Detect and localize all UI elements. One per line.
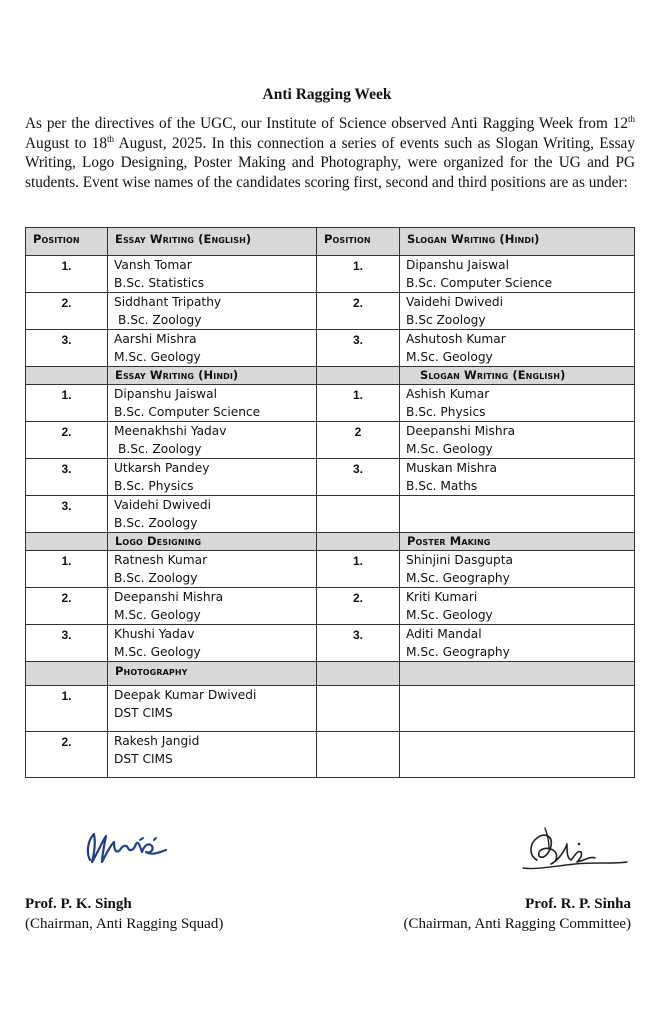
candidate-name: Ashish Kumar [406, 387, 490, 401]
position-number: 2. [61, 296, 72, 310]
table-row [26, 551, 635, 588]
position-number [317, 496, 399, 499]
position-number: 2. [61, 591, 72, 605]
candidate-course: M.Sc. Geology [406, 441, 493, 456]
position-number: 1. [61, 554, 72, 568]
event-title-empty [400, 662, 634, 666]
candidate-name: Aarshi Mishra [114, 332, 197, 346]
event-title-essay-english: Essay Writing (English) [115, 232, 252, 246]
candidate-name: Aditi Mandal [406, 627, 482, 641]
candidate-course: B.Sc. Statistics [114, 275, 205, 290]
position-number: 3. [352, 628, 363, 642]
candidate-course: DST CIMS [114, 751, 173, 766]
candidate-name: Dipanshu Jaiswal [114, 387, 217, 401]
candidate-name [400, 686, 634, 687]
candidate-course: B.Sc. Zoology [118, 441, 202, 456]
position-number: 1. [352, 259, 363, 273]
position-number [317, 732, 399, 735]
candidate-name: Vaidehi Dwivedi [406, 295, 504, 309]
candidate-course: DST CIMS [114, 705, 173, 720]
table-row [26, 385, 635, 422]
candidate-course: B.Sc. Physics [114, 478, 194, 493]
position-number: 1. [61, 388, 72, 402]
position-number: 3. [352, 462, 363, 476]
signatory-left-name: Prof. P. K. Singh [25, 896, 132, 912]
candidate-name: Meenakhshi Yadav [114, 424, 227, 438]
header-cell-position-right [317, 228, 400, 256]
intro-text-2: August to 18 [25, 134, 108, 152]
event-title-poster-making: Poster Making [407, 534, 491, 548]
candidate-course: B.Sc. Zoology [118, 312, 202, 327]
signature-pk-singh [80, 822, 180, 872]
candidate-name: Vansh Tomar [114, 258, 192, 272]
candidate-name: Shinjini Dasgupta [406, 553, 513, 567]
event-title-photography: Photography [115, 664, 188, 678]
position-number: 2. [61, 735, 72, 749]
table-row [26, 732, 635, 778]
header-position-right: Position [324, 232, 371, 246]
event-title-essay-hindi: Essay Writing (Hindi) [115, 368, 239, 382]
candidate-course: B.Sc. Physics [406, 404, 486, 419]
candidate-name [400, 496, 634, 497]
candidate-name: Kriti Kumari [406, 590, 478, 604]
table-row [26, 293, 635, 330]
candidate-course: M.Sc. Geography [406, 644, 510, 659]
page-title: Anti Ragging Week [262, 86, 392, 103]
candidate-name: Rakesh Jangid [114, 734, 200, 748]
table-row [26, 459, 635, 496]
table-row [26, 422, 635, 459]
intro-sup-1: th [627, 113, 635, 124]
signatory-right-role: (Chairman, Anti Ragging Committee) [403, 916, 631, 932]
intro-sup-2: th [107, 133, 115, 144]
header-position-left: Position [33, 232, 80, 246]
table-header-row [26, 228, 635, 256]
header-cell-event-left [108, 228, 317, 256]
intro-text-3: August, 2025. In this connection a series of events such as Slogan Writing, Essay Writing, Logo Designing, Poster Making and Photography, were organized for the UG and PG students. Event wise names of the candidates scoring first, second and third positions are as under: [25, 134, 635, 191]
position-number: 2 [354, 425, 362, 439]
candidate-name: Ashutosh Kumar [406, 332, 506, 346]
position-number: 3. [61, 462, 72, 476]
candidate-name: Khushi Yadav [114, 627, 195, 641]
position-number: 2. [352, 591, 363, 605]
candidate-course: B.Sc. Zoology [114, 515, 198, 530]
position-number [317, 686, 399, 689]
candidate-name [400, 732, 634, 733]
signature-rp-sinha [515, 820, 630, 880]
position-number: 1. [61, 259, 72, 273]
signatory-right-name: Prof. R. P. Sinha [525, 896, 631, 912]
section-header-row [26, 533, 635, 551]
candidate-course: B.Sc. Zoology [114, 570, 198, 585]
candidate-course: M.Sc. Geology [114, 349, 201, 364]
table-row [26, 496, 635, 533]
signatory-left-role: (Chairman, Anti Ragging Squad) [25, 916, 224, 932]
table-row [26, 330, 635, 367]
section-header-row [26, 367, 635, 385]
event-title-slogan-english: Slogan Writing (English) [420, 368, 566, 382]
position-number: 3. [61, 628, 72, 642]
position-number: 3. [61, 499, 72, 513]
position-number: 2. [352, 296, 363, 310]
position-number: 1. [352, 388, 363, 402]
candidate-name: Vaidehi Dwivedi [114, 498, 212, 512]
candidate-name: Ratnesh Kumar [114, 553, 208, 567]
candidate-name: Utkarsh Pandey [114, 461, 210, 475]
intro-paragraph [25, 114, 635, 192]
candidate-course: B.Sc Zoology [406, 312, 486, 327]
candidate-course: M.Sc. Geology [406, 349, 493, 364]
candidate-course: B.Sc. Maths [406, 478, 478, 493]
position-number: 1. [352, 554, 363, 568]
position-number: 3. [61, 333, 72, 347]
candidate-course: M.Sc. Geology [114, 607, 201, 622]
candidate-name: Siddhant Tripathy [114, 295, 222, 309]
position-number: 2. [61, 425, 72, 439]
event-title-slogan-hindi: Slogan Writing (Hindi) [407, 232, 540, 246]
candidate-name: Dipanshu Jaiswal [406, 258, 509, 272]
position-number: 3. [352, 333, 363, 347]
results-table [25, 227, 635, 778]
candidate-course: B.Sc. Computer Science [114, 404, 261, 419]
header-cell-position-left [26, 228, 108, 256]
header-cell-event-right [400, 228, 635, 256]
candidate-name: Deepanshi Mishra [114, 590, 224, 604]
candidate-name: Deepanshi Mishra [406, 424, 516, 438]
candidate-course: B.Sc. Computer Science [406, 275, 553, 290]
candidate-course: M.Sc. Geology [406, 607, 493, 622]
event-title-logo-designing: Logo Designing [115, 534, 202, 548]
section-header-row [26, 662, 635, 686]
position-number: 1. [61, 689, 72, 703]
candidate-course: M.Sc. Geography [406, 570, 510, 585]
table-row [26, 625, 635, 662]
candidate-name: Muskan Mishra [406, 461, 497, 475]
candidate-course: M.Sc. Geology [114, 644, 201, 659]
table-row [26, 256, 635, 293]
candidate-name: Deepak Kumar Dwivedi [114, 688, 257, 702]
table-row [26, 686, 635, 732]
table-row [26, 588, 635, 625]
signatory-left [25, 894, 223, 934]
intro-text-1: As per the directives of the UGC, our Institute of Science observed Anti Ragging Week from 12 [25, 115, 628, 132]
signatory-right [404, 894, 631, 934]
